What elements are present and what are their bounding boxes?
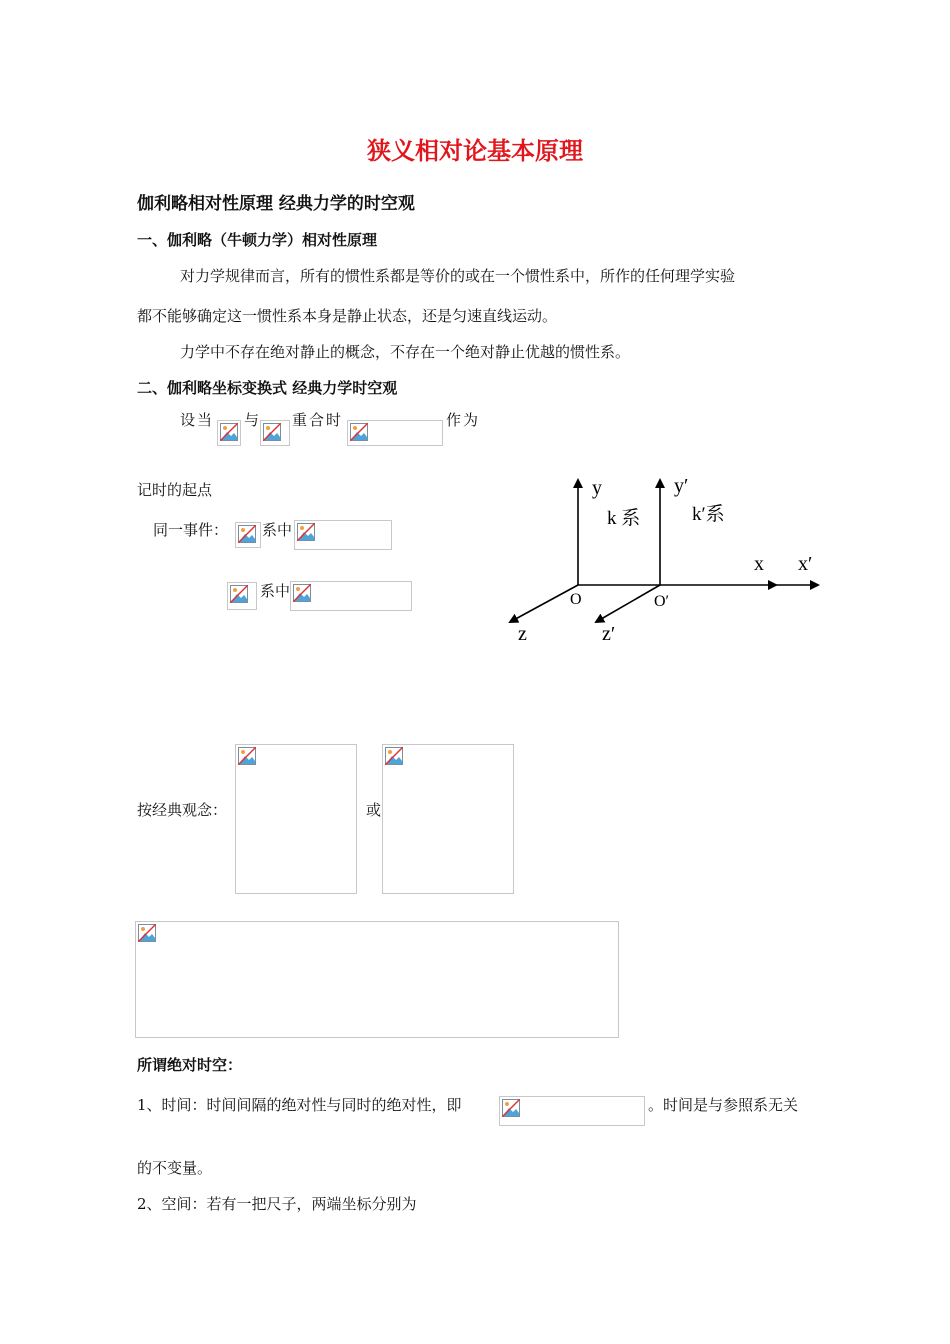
set-with: 与 — [244, 411, 260, 429]
page-title: 狭义相对论基本原理 — [367, 136, 583, 165]
label-origin: O — [570, 591, 582, 608]
set-coincide: 重合时 — [292, 411, 344, 429]
label-z-prime: z′ — [602, 623, 616, 645]
formula-image — [217, 420, 241, 446]
broken-image-icon — [238, 525, 256, 543]
broken-image-icon — [238, 747, 256, 765]
formula-image — [290, 581, 412, 611]
formula-image — [235, 522, 261, 548]
formula-image — [347, 420, 443, 446]
frame-in-label-2: 系中 — [260, 582, 291, 600]
space-line: 2、空间：若有一把尺子，两端坐标分别为 — [137, 1195, 417, 1213]
formula-image — [135, 921, 619, 1038]
label-z: z — [518, 623, 527, 645]
part1-heading: 一、伽利略（牛顿力学）相对性原理 — [137, 231, 378, 249]
label-y-prime: y′ — [674, 475, 689, 497]
part1-para2: 力学中不存在绝对静止的概念，不存在一个绝对静止优越的惯性系。 — [180, 343, 631, 361]
broken-image-icon — [502, 1099, 520, 1117]
formula-image — [382, 744, 514, 894]
absolute-spacetime-heading: 所谓绝对时空： — [137, 1056, 243, 1074]
z-prime-axis — [596, 585, 660, 622]
label-k-prime-frame: k′系 — [692, 504, 725, 525]
part1-para1-line2: 都不能够确定这一惯性系本身是静止状态，还是匀速直线运动。 — [137, 307, 558, 325]
classical-view-label: 按经典观念： — [137, 801, 228, 819]
label-origin-prime: O′ — [654, 593, 670, 610]
frame-in-label-1: 系中 — [262, 521, 293, 539]
time-line-2: 的不变量。 — [137, 1159, 213, 1177]
label-k-frame: k 系 — [607, 508, 641, 529]
broken-image-icon — [293, 584, 311, 602]
set-prefix: 设当 — [180, 411, 215, 429]
section-heading: 伽利略相对性原理 经典力学的时空观 — [137, 194, 415, 214]
broken-image-icon — [263, 423, 281, 441]
formula-image — [227, 582, 257, 610]
broken-image-icon — [385, 747, 403, 765]
time-line-suffix: 。时间是与参照系无关 — [648, 1096, 799, 1114]
set-as: 作为 — [446, 411, 481, 429]
coordinate-frames-diagram — [500, 470, 830, 650]
same-event-label: 同一事件： — [153, 521, 229, 539]
label-y: y — [592, 477, 602, 499]
label-x: x — [754, 553, 764, 575]
z-axis — [510, 585, 578, 622]
broken-image-icon — [230, 585, 248, 603]
broken-image-icon — [350, 423, 368, 441]
formula-image — [294, 520, 392, 550]
broken-image-icon — [297, 523, 315, 541]
part1-para1-line1: 对力学规律而言，所有的惯性系都是等价的或在一个惯性系中，所作的任何理学实验 — [180, 267, 736, 285]
label-x-prime: x′ — [798, 553, 813, 575]
formula-image — [499, 1096, 645, 1126]
start-point: 记时的起点 — [137, 481, 213, 499]
formula-image — [260, 420, 290, 446]
broken-image-icon — [220, 423, 238, 441]
or-label: 或 — [366, 801, 382, 819]
broken-image-icon — [138, 924, 156, 942]
formula-image — [235, 744, 357, 894]
part2-heading: 二、伽利略坐标变换式 经典力学时空观 — [137, 379, 398, 397]
time-line-prefix: 1、时间：时间间隔的绝对性与同时的绝对性，即 — [137, 1096, 462, 1114]
